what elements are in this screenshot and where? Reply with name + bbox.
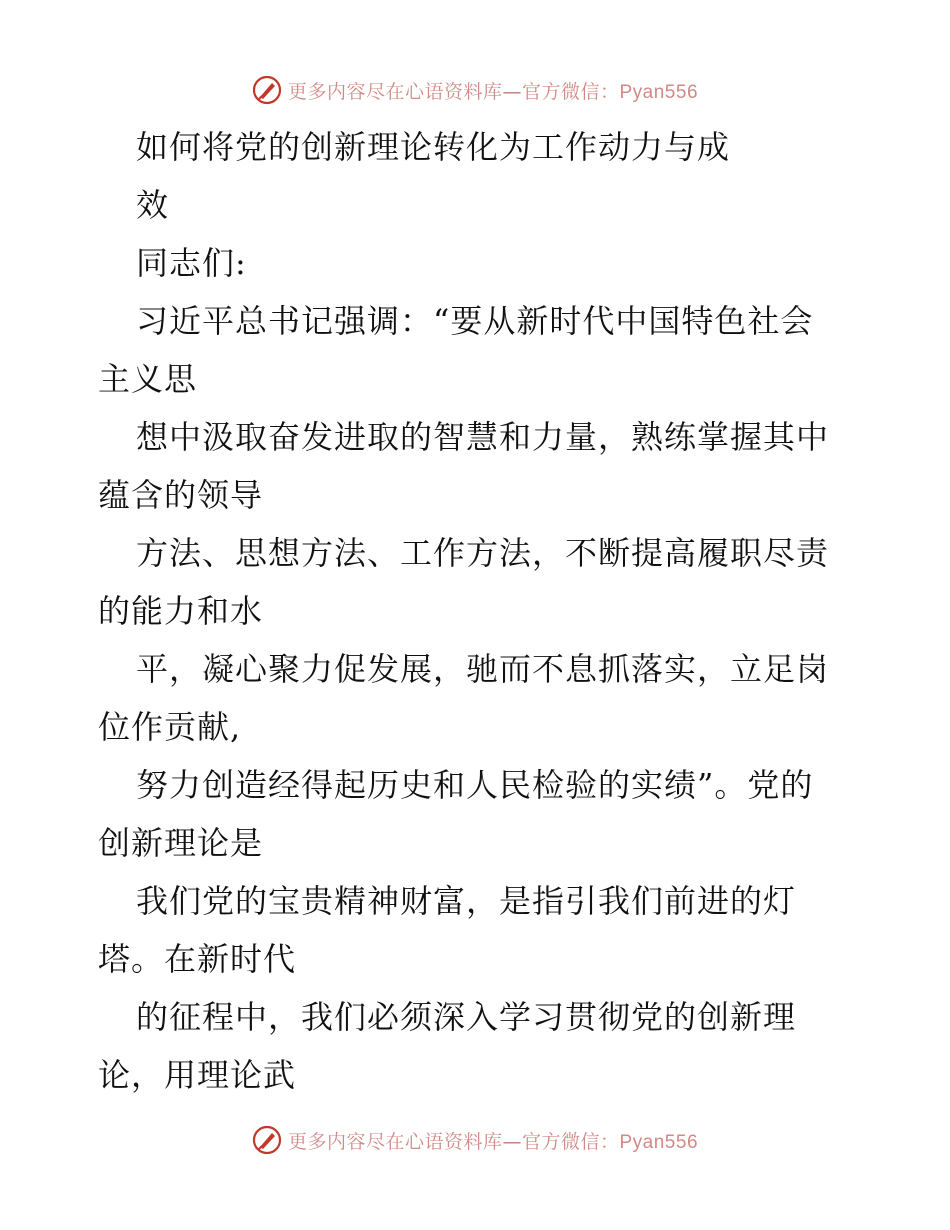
text-line: 的能力和水: [98, 592, 264, 630]
text-line: 习近平总书记强调：“要从新时代中国特色社会: [136, 302, 814, 340]
text-line: 塔。在新时代: [98, 940, 297, 978]
document-body: [98, 118, 858, 1104]
text-line: 我们党的宝贵精神财富，是指引我们前进的灯: [136, 882, 797, 920]
text-line: 主义思: [98, 360, 198, 398]
watermark-contact: 官方微信：: [521, 80, 620, 103]
text-line: 努力创造经得起历史和人民检验的实绩”。党的: [136, 766, 814, 804]
text-line: 效: [136, 186, 170, 224]
text-line: 论，用理论武: [98, 1056, 297, 1094]
text-line: 位作贡献,: [98, 708, 242, 746]
quill-logo-icon: [252, 75, 282, 105]
watermark-header: [0, 70, 950, 110]
text-line: 方法、思想方法、工作方法，不断提高履职尽责: [136, 534, 830, 572]
watermark-separator: —: [502, 1130, 522, 1153]
watermark-text: [288, 1127, 698, 1154]
watermark-title: 更多内容尽在心语资料库: [287, 80, 503, 103]
watermark-contact: 官方微信：: [521, 1130, 620, 1153]
watermark-id: Pyan556: [619, 81, 699, 103]
watermark-title: 更多内容尽在心语资料库: [287, 1130, 503, 1153]
watermark-id: Pyan556: [619, 1131, 699, 1153]
quill-logo-icon: [252, 1125, 282, 1155]
text-line: 平，凝心聚力促发展，驰而不息抓落实，立足岗: [136, 650, 830, 688]
text-line: 同志们:: [136, 244, 247, 282]
text-line: 的征程中，我们必须深入学习贯彻党的创新理: [136, 998, 797, 1036]
text-line: 蕴含的领导: [98, 476, 264, 514]
watermark-separator: —: [502, 80, 522, 103]
watermark-footer: [0, 1120, 950, 1160]
watermark-text: [288, 77, 698, 104]
text-line: 想中汲取奋发进取的智慧和力量，熟练掌握其中: [136, 418, 830, 456]
text-line: 如何将党的创新理论转化为工作动力与成: [136, 128, 731, 166]
text-line: 创新理论是: [98, 824, 264, 862]
